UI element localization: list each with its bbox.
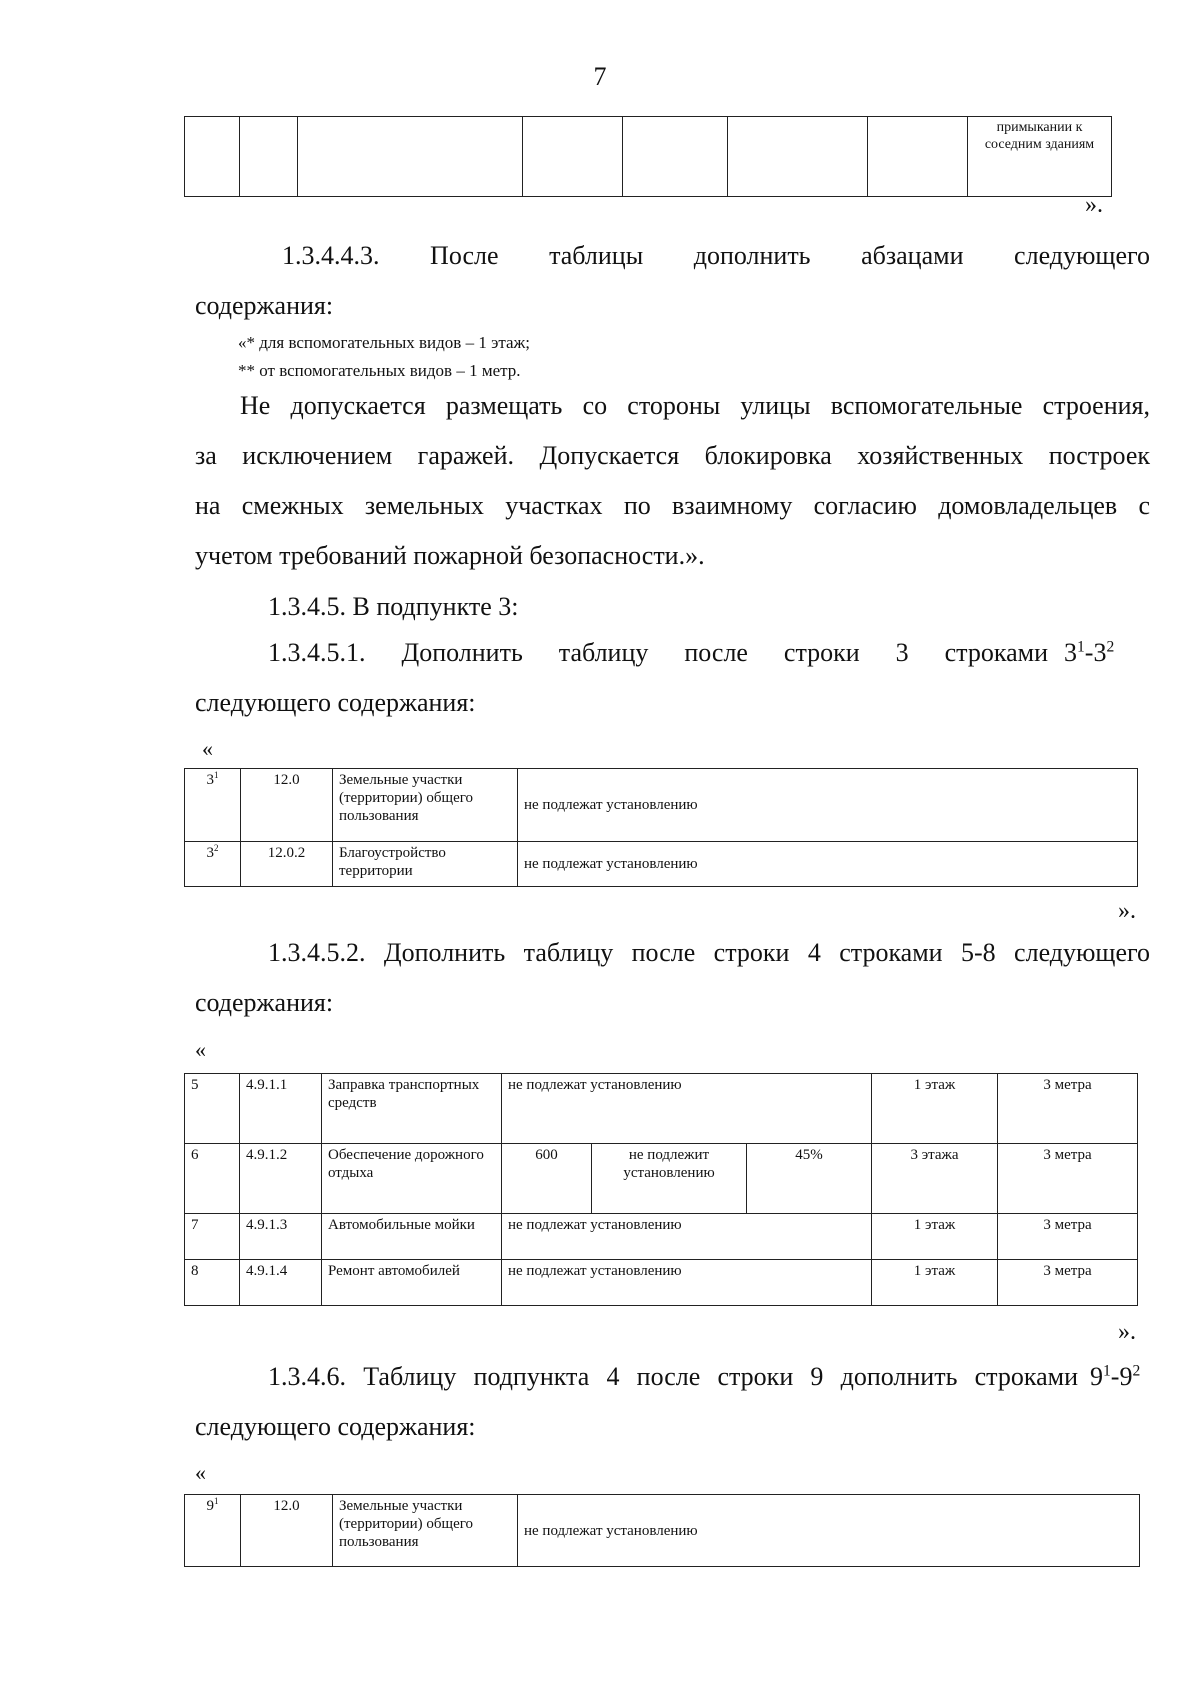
table-row	[185, 1144, 1138, 1214]
row-name: Обеспечение дорожного отдыха	[322, 1144, 502, 1214]
paragraph-line: следующего содержания:	[195, 688, 476, 717]
row-merged-value: не подлежат установлению	[502, 1074, 872, 1144]
row-range: $9^1-9^2$	[1090, 1362, 1141, 1391]
paragraph-line: на смежных земельных участках по взаимному согласию домовладельцев с	[195, 491, 1150, 520]
table-cell	[240, 117, 298, 197]
row-name: Заправка транспортных средств	[322, 1074, 502, 1144]
table-row	[185, 842, 1138, 887]
row-limit: не подлежит установлению	[592, 1144, 747, 1214]
row-merged-value: не подлежат установлению	[502, 1260, 872, 1306]
row-name: Земельные участки (территории) общего пользования	[333, 769, 518, 842]
paragraph-line: следующего содержания:	[195, 1412, 476, 1441]
row-percent: 45%	[747, 1144, 872, 1214]
row-code: 12.0.2	[241, 842, 333, 887]
table-rows-5-8-grid	[184, 1073, 1138, 1306]
row-number: 8	[185, 1260, 240, 1306]
row-floors: 1 этаж	[872, 1214, 998, 1260]
table-row	[185, 1074, 1138, 1144]
row-distance: 3 метра	[998, 1144, 1138, 1214]
row-area: 600	[502, 1144, 592, 1214]
table-row	[185, 1214, 1138, 1260]
footnote-line: ** от вспомогательных видов – 1 метр.	[238, 361, 521, 380]
row-name: Ремонт автомобилей	[322, 1260, 502, 1306]
footnote-line: «* для вспомогательных видов – 1 этаж;	[238, 333, 531, 352]
row-value: не подлежат установлению	[518, 769, 1138, 842]
row-name: Благоустройство территории	[333, 842, 518, 887]
row-floors: 1 этаж	[872, 1260, 998, 1306]
closing-quote: ».	[1085, 192, 1103, 218]
row-number: $3^1$	[185, 769, 241, 842]
table-cell	[868, 117, 968, 197]
row-number: 6	[185, 1144, 240, 1214]
paragraph-line: содержания:	[195, 291, 334, 320]
top-table-fragment	[184, 116, 1112, 197]
row-distance: 3 метра	[998, 1260, 1138, 1306]
row-merged-value: не подлежат установлению	[502, 1214, 872, 1260]
opening-quote: «	[195, 1037, 206, 1062]
table-cell	[728, 117, 868, 197]
paragraph-line: 1.3.4.5.2. Дополнить таблицу после строки 4 строками 5-8 следующего	[268, 938, 1150, 967]
paragraph-line: учетом требований пожарной безопасности.».	[195, 541, 705, 570]
table-cell-text: примыкании к соседним зданиям	[968, 117, 1112, 197]
row-value: не подлежат установлению	[518, 1495, 1140, 1567]
paragraph-line: 1.3.4.5. В подпункте 3:	[268, 592, 519, 621]
row-code: 4.9.1.3	[240, 1214, 322, 1260]
closing-quote: ».	[1118, 898, 1136, 924]
row-value: не подлежат установлению	[518, 842, 1138, 887]
row-code: 4.9.1.2	[240, 1144, 322, 1214]
row-floors: 3 этажа	[872, 1144, 998, 1214]
paragraph-line: 1.3.4.4.3. После таблицы дополнить абзацами следующего	[282, 241, 1150, 270]
table-rows-9-1	[184, 1494, 1140, 1567]
paragraph-line: за исключением гаражей. Допускается блокировка хозяйственных построек	[195, 441, 1150, 470]
closing-quote: ».	[1118, 1319, 1136, 1345]
opening-quote: «	[202, 736, 213, 761]
table-cell	[298, 117, 523, 197]
paragraph-line: 1.3.4.5.1. Дополнить таблицу после строки 3 строками	[268, 638, 1048, 667]
row-code: 12.0	[241, 769, 333, 842]
row-range: $3^1-3^2$	[1064, 638, 1115, 667]
table-row	[185, 1260, 1138, 1306]
table-cell	[185, 117, 240, 197]
row-name: Земельные участки (территории) общего пользования	[333, 1495, 518, 1567]
row-number: 7	[185, 1214, 240, 1260]
paragraph-line: Не допускается размещать со стороны улицы вспомогательные строения,	[240, 391, 1150, 420]
row-number: 5	[185, 1074, 240, 1144]
row-distance: 3 метра	[998, 1074, 1138, 1144]
row-number: $3^2$	[185, 842, 241, 887]
row-code: 4.9.1.1	[240, 1074, 322, 1144]
page-number: 7	[593, 62, 607, 91]
table-cell	[523, 117, 623, 197]
row-name: Автомобильные мойки	[322, 1214, 502, 1260]
row-number: $9^1$	[185, 1495, 241, 1567]
table-cell	[623, 117, 728, 197]
paragraph-line: содержания:	[195, 988, 334, 1017]
opening-quote: «	[195, 1460, 206, 1485]
row-code: 4.9.1.4	[240, 1260, 322, 1306]
table-row	[185, 769, 1138, 842]
row-code: 12.0	[241, 1495, 333, 1567]
table-row	[185, 1495, 1140, 1567]
row-floors: 1 этаж	[872, 1074, 998, 1144]
row-distance: 3 метра	[998, 1214, 1138, 1260]
paragraph-line: 1.3.4.6. Таблицу подпункта 4 после строки 9 дополнить строками	[268, 1362, 1078, 1391]
table-rows-3-1-3-2	[184, 768, 1138, 887]
